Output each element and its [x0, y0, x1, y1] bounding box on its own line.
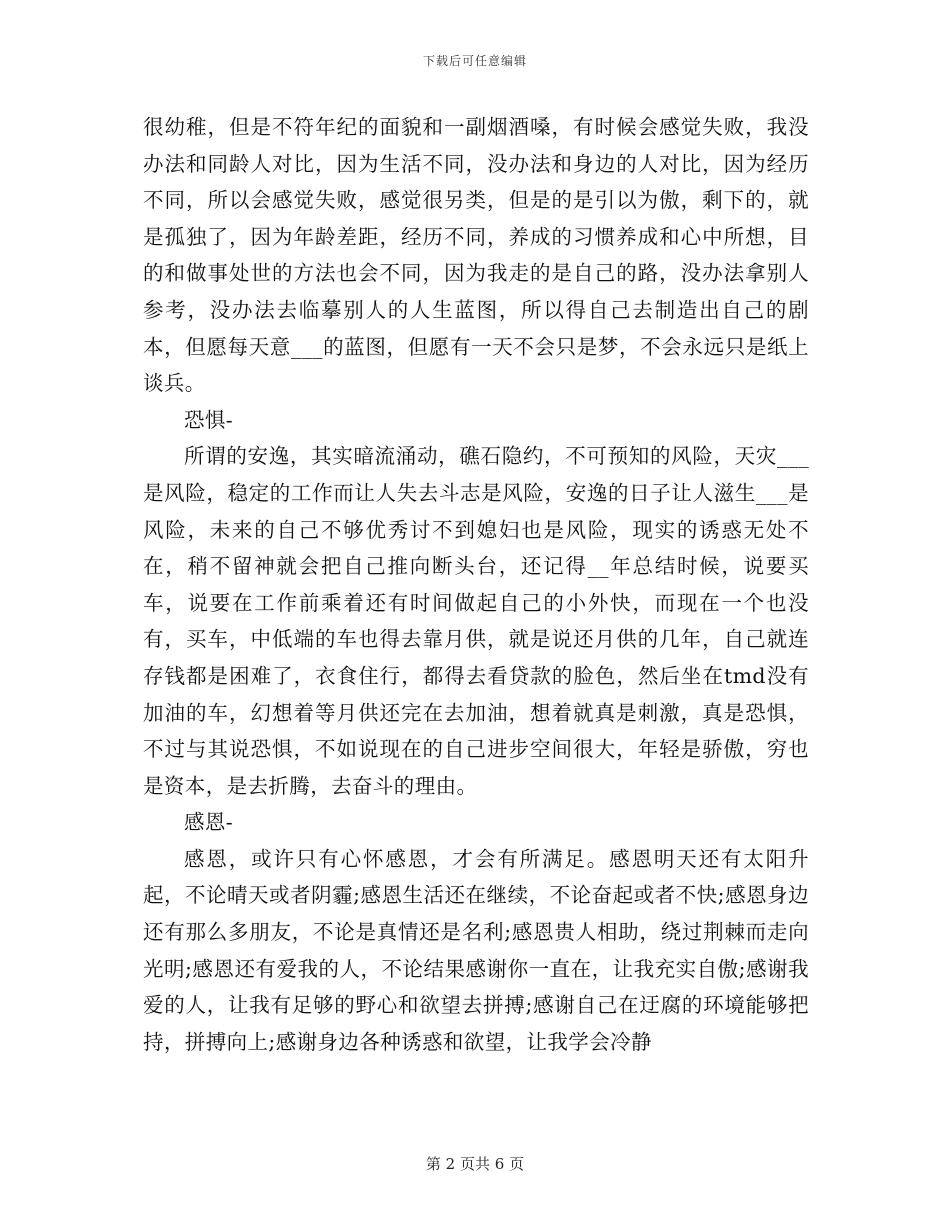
section-heading-gratitude: 感恩- — [184, 810, 234, 835]
document-body — [143, 109, 809, 1060]
paragraph-continuation: 很幼稚，但是不符年纪的面貌和一副烟酒嗓，有时候会感觉失败，我没办法和同龄人对比，因为生活不同，没办法和身边的人对比，因为经历不同，所以会感觉失败，感觉很另类，但是的是引以为傲，剩下的，就是孤独了，因为年龄差距，经历不同，养成的习惯养成和心中所想，目的和做事处世的方法也会不同，因为我走的是自己的路，没办法拿别人参考，没办法去临摹别人的人生蓝图，所以得自己去制造出自己的剧本，但愿每天意___的蓝图，但愿有一天不会只是梦，不会永远只是纸上谈兵。 — [143, 115, 809, 396]
paragraph-gratitude: 感恩，或许只有心怀感恩，才会有所满足。感恩明天还有太阳升起，不论晴天或者阴霾;感恩生活还在继续，不论奋起或者不快;感恩身边还有那么多朋友，不论是真情还是名利;感恩贵人相助，绕过荆棘而走向光明;感恩还有爱我的人，不论结果感谢你一直在，让我充实自傲;感谢我爱的人，让我有足够的野心和欲望去拼搏;感谢自己在迂腐的环境能够把持，拼搏向上;感谢身边各种诱惑和欲望，让我学会冷静 — [143, 846, 809, 1054]
page-header: 下载后可任意编辑 — [422, 54, 527, 68]
section-heading-fear: 恐惧- — [184, 407, 234, 432]
page-footer: 第 2 页共 6 页 — [425, 1155, 525, 1173]
paragraph-fear: 所谓的安逸，其实暗流涌动，礁石隐约，不可预知的风险，天灾___是风险，稳定的工作而让人失去斗志是风险，安逸的日子让人滋生___是风险，未来的自己不够优秀讨不到媳妇也是风险，现实的诱惑无处不在，稍不留神就会把自己推向断头台，还记得__年总结时候，说要买车，说要在工作前乘着还有时间做起自己的小外快，而现在一个也没有，买车，中低端的车也得去靠月供，就是说还月供的几年，自己就连存钱都是困难了，衣食住行，都得去看贷款的脸色，然后坐在tmd没有加油的车，幻想着等月供还完在去加油，想着就真是刺激，真是恐惧，不过与其说恐惧，不如说现在的自己进步空间很大，年轻是骄傲，穷也是资本，是去折腾，去奋斗的理由。 — [143, 444, 809, 798]
